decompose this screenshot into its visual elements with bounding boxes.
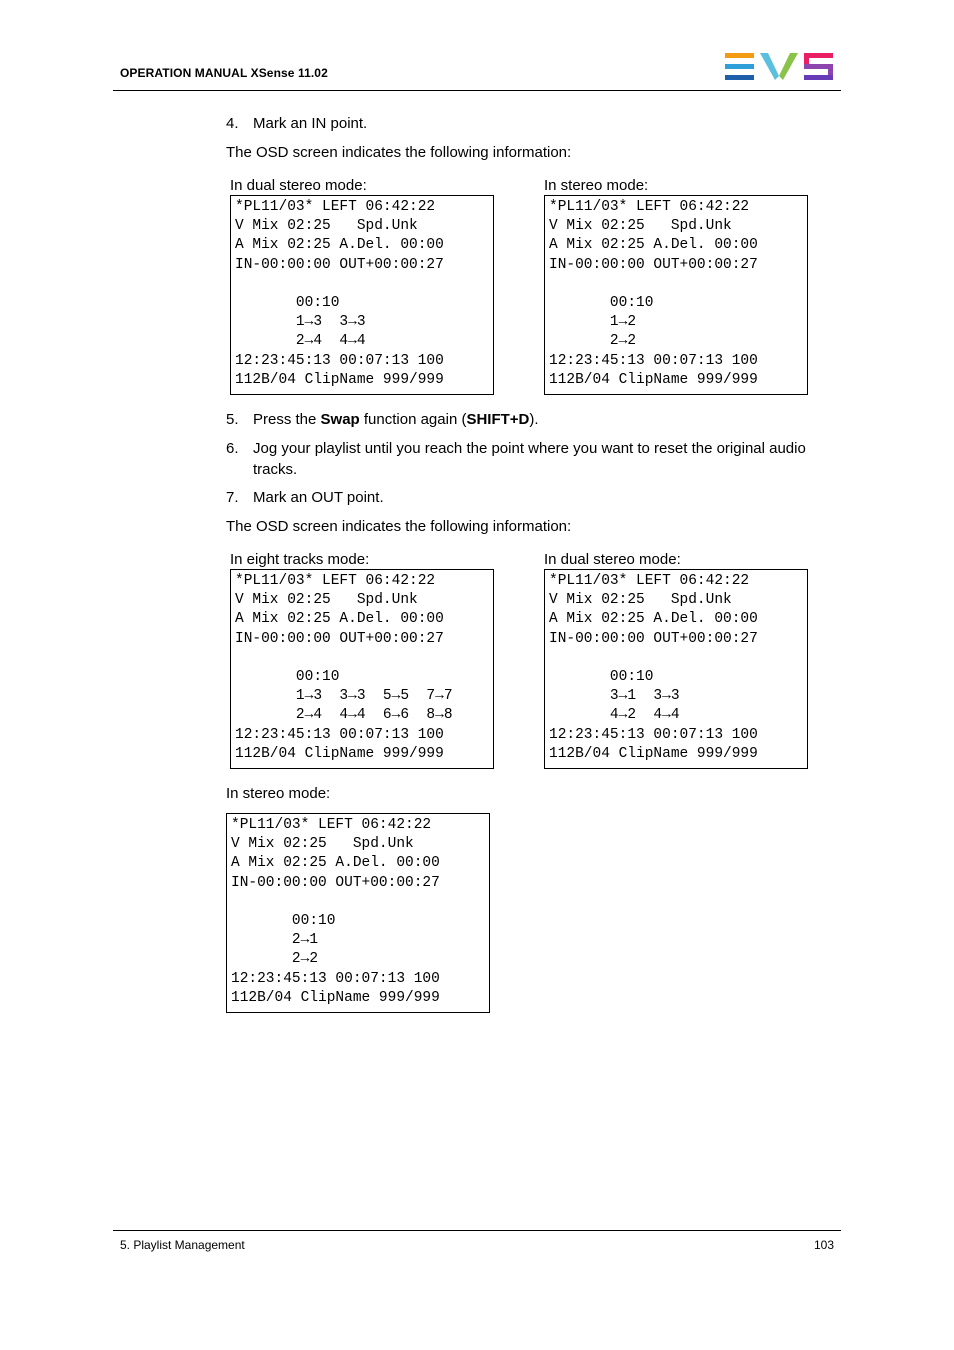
osd-line: A Mix 02:25 A.Del. 00:00: [549, 611, 758, 628]
osd-line: 112B/04 ClipName 999/999: [235, 745, 444, 762]
osd-intro-2: The OSD screen indicates the following information:: [226, 518, 572, 535]
osd-line: A Mix 02:25 A.Del. 00:00: [549, 237, 758, 254]
osd-line: *PL11/03* LEFT 06:42:22: [231, 817, 432, 833]
osd-line: 1→3 3→3 5→5 7→7: [235, 688, 453, 705]
osd-line: 4→2 4→4: [549, 707, 680, 724]
osd-box-stereo-in: [544, 195, 808, 395]
osd-line: 00:10: [231, 912, 336, 929]
osd-line: [549, 649, 807, 668]
logo-v-right: [779, 53, 798, 80]
osd-line: 2→2: [231, 951, 319, 968]
osd-line: 2→4 4→4 6→6 8→8: [235, 707, 453, 724]
step-4-number: 4.: [226, 115, 239, 132]
osd-line: 3→1 3→3: [549, 688, 680, 705]
osd-line: IN-00:00:00 OUT+00:00:27: [235, 256, 444, 273]
osd-line: 00:10: [549, 668, 654, 685]
logo-s-bot: [804, 75, 833, 80]
osd-line: 1→2: [549, 314, 637, 331]
osd-line: *PL11/03* LEFT 06:42:22: [235, 199, 436, 215]
step-5-number: 5.: [226, 411, 239, 428]
step-4-text: Mark an IN point.: [253, 115, 368, 132]
osd-line: 12:23:45:13 00:07:13 100: [549, 352, 758, 369]
osd-line: 112B/04 ClipName 999/999: [549, 745, 758, 762]
footer-section: 5. Playlist Management: [120, 1238, 245, 1252]
osd-line: IN-00:00:00 OUT+00:00:27: [549, 630, 758, 647]
header-title: OPERATION MANUAL XSense 11.02: [120, 66, 328, 80]
osd-box-eight-tracks-out: [230, 569, 494, 769]
osd-line: 112B/04 ClipName 999/999: [235, 371, 444, 388]
box4-label: In dual stereo mode:: [544, 551, 681, 568]
step-6-text: Jog your playlist until you reach the point where you want to reset the original audio tracks.: [253, 440, 806, 478]
osd-line: V Mix 02:25 Spd.Unk: [231, 836, 414, 853]
osd-line: 1→3 3→3: [235, 314, 366, 331]
shortcut-keyword: SHIFT+D: [466, 411, 530, 428]
logo-v-left: [760, 53, 779, 80]
logo-e-mid: [725, 64, 754, 69]
osd-line: IN-00:00:00 OUT+00:00:27: [231, 874, 440, 891]
osd-line: V Mix 02:25 Spd.Unk: [235, 218, 418, 235]
osd-line: V Mix 02:25 Spd.Unk: [235, 592, 418, 609]
osd-line: A Mix 02:25 A.Del. 00:00: [235, 611, 444, 628]
osd-line: 00:10: [235, 294, 340, 311]
osd-line: 112B/04 ClipName 999/999: [231, 989, 440, 1006]
osd-line: 12:23:45:13 00:07:13 100: [235, 352, 444, 369]
osd-line: IN-00:00:00 OUT+00:00:27: [549, 256, 758, 273]
osd-line: V Mix 02:25 Spd.Unk: [549, 218, 732, 235]
box5-label: In stereo mode:: [226, 785, 331, 802]
box2-label: In stereo mode:: [544, 177, 649, 194]
osd-line: 2→1: [231, 932, 319, 949]
osd-line: *PL11/03* LEFT 06:42:22: [235, 573, 436, 589]
step-5-mid: function again (: [359, 411, 467, 428]
osd-line: [235, 649, 493, 668]
header-rule: [113, 90, 841, 91]
logo-e-top: [725, 53, 754, 58]
osd-line: *PL11/03* LEFT 06:42:22: [549, 199, 750, 215]
box3-label: In eight tracks mode:: [230, 551, 370, 568]
osd-line: 112B/04 ClipName 999/999: [549, 371, 758, 388]
osd-line: IN-00:00:00 OUT+00:00:27: [235, 630, 444, 647]
osd-line: *PL11/03* LEFT 06:42:22: [549, 573, 750, 589]
step-7-text: Mark an OUT point.: [253, 489, 384, 506]
logo-e-bot: [725, 75, 754, 80]
page-number: 103: [813, 1238, 834, 1252]
swap-keyword: Swap: [320, 411, 360, 428]
osd-line: [231, 893, 489, 912]
step-5-pre: Press the: [253, 411, 321, 428]
osd-line: [235, 275, 493, 294]
osd-line: 2→2: [549, 333, 637, 350]
osd-line: V Mix 02:25 Spd.Unk: [549, 592, 732, 609]
osd-box-dual-stereo-out: [544, 569, 808, 769]
box1-label: In dual stereo mode:: [230, 177, 367, 194]
osd-line: 12:23:45:13 00:07:13 100: [231, 970, 440, 987]
step-5-text: [253, 409, 833, 430]
osd-line: 12:23:45:13 00:07:13 100: [549, 726, 758, 743]
evs-logo: [724, 52, 836, 82]
footer-rule: [113, 1230, 841, 1231]
osd-box-dual-stereo-in: [230, 195, 494, 395]
step-5-post: ).: [529, 411, 539, 428]
osd-line: 2→4 4→4: [235, 333, 366, 350]
osd-line: 00:10: [549, 294, 654, 311]
osd-line: [549, 275, 807, 294]
osd-line: 00:10: [235, 668, 340, 685]
step-6-number: 6.: [226, 440, 239, 457]
osd-line: A Mix 02:25 A.Del. 00:00: [231, 855, 440, 872]
osd-line: A Mix 02:25 A.Del. 00:00: [235, 237, 444, 254]
osd-line: 12:23:45:13 00:07:13 100: [235, 726, 444, 743]
osd-box-stereo-out: [226, 813, 490, 1013]
step-7-number: 7.: [226, 489, 239, 506]
osd-intro-1: The OSD screen indicates the following information:: [226, 144, 572, 161]
